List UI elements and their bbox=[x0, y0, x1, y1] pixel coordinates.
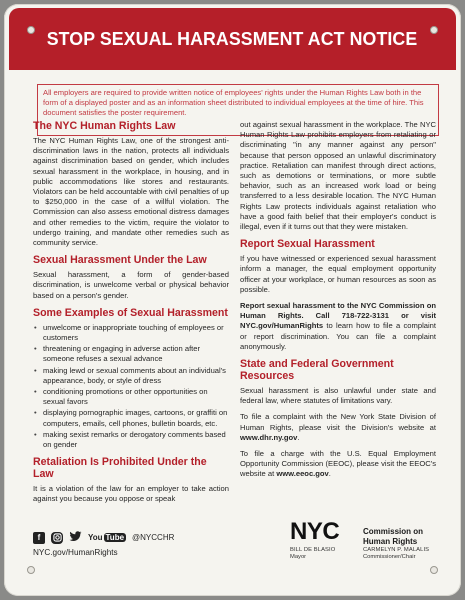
mayor-name: BILL DE BLASIO bbox=[290, 547, 336, 553]
mounting-hole bbox=[430, 26, 438, 34]
eeoc-link[interactable]: www.eeoc.gov bbox=[276, 469, 329, 479]
section-title-examples: Some Examples of Sexual Harassment bbox=[33, 306, 228, 319]
nyc-logo-text: NYC bbox=[290, 518, 340, 545]
website-link[interactable]: NYC.gov/HumanRights bbox=[33, 548, 118, 557]
section-title-report: Report Sexual Harassment bbox=[240, 238, 375, 251]
section-body-harassment-under-law: Sexual harassment, a form of gender-based discrimination, is unwelcome verbal or physical behavior based on a person's gender. bbox=[33, 270, 229, 300]
state-resource-end: . bbox=[297, 432, 300, 442]
list-item: • making sexist remarks or derogatory comments based on gender bbox=[33, 430, 229, 450]
list-item: • threatening or engaging in adverse action after someone refuses a sexual advance bbox=[33, 344, 229, 364]
report-instructions-tail: to learn how to file a complaint or report discrimination. You can file a complaint anonymously. bbox=[240, 321, 436, 351]
youtube-wordmark-a: You bbox=[88, 533, 103, 542]
commission-line-2: Human Rights bbox=[363, 536, 418, 546]
section-body-retaliation-continued: out against sexual harassment in the workplace. The NYC Human Rights Law prohibits employers from retaliating or discriminating "in any manner against any person" because that person opposed an unlawful discriminatory practice. Retaliation can manifest through direct actions, such as demotions or terminations, or more subtle behavior, such as an increased work load or being transferred to a less desirable location. The NYC Human Rights Law protects individuals against retaliation who have a good faith belief that their employer's conduct is illegal, even if it turns out that they were mistaken. bbox=[240, 120, 436, 232]
federal-resource-text: To file a charge with the U.S. Equal Employment Opportunity Commission (EEOC), please visit the EEOC's website at bbox=[240, 449, 436, 479]
youtube-wordmark-b: Tube bbox=[105, 533, 125, 542]
section-body-retaliation: It is a violation of the law for an employer to take action against you because you oppose or speak bbox=[33, 484, 229, 504]
intro-notice: All employers are required to provide written notice of employees' rights under the Human Rights Law both in the form of a displayed poster and as an information sheet distributed to individual employees at the time of hire. This document satisfies the poster requirement. bbox=[37, 84, 439, 136]
right-column bbox=[240, 120, 436, 486]
section-body-human-rights-law: The NYC Human Rights Law, one of the strongest anti-discrimination laws in the nation, protects all individuals against discrimination based on gender, which includes sexual harassment in the workplace, in housing, and in public accommodations like stores and restaurants. Violators can be held accountable with civil penalties of up to $250,000 in the case of a willful violation. The Commission can also assess emotional distress damages and other remedies to the victim, require the violator to undergo training, and mandate other remedies such as community service. bbox=[33, 136, 229, 248]
mounting-hole bbox=[430, 566, 438, 574]
commissioner-name: CARMELYN P. MALALIS bbox=[363, 547, 430, 553]
twitter-icon[interactable] bbox=[69, 531, 82, 544]
report-hotline: Report sexual harassment to the NYC Commission on Human Rights. Call 718-722-3131 or visit NYC.gov/HumanRights bbox=[240, 301, 436, 331]
list-item: • conditioning promotions or other opportunities on sexual favors bbox=[33, 387, 229, 407]
report-instructions bbox=[240, 301, 436, 352]
facebook-icon[interactable]: f bbox=[33, 532, 45, 544]
mounting-hole bbox=[27, 26, 35, 34]
instagram-icon[interactable] bbox=[51, 532, 63, 544]
mayor-signature-block bbox=[290, 547, 335, 561]
section-body-report: If you have witnessed or experienced sexual harassment inform a manager, the equal employment opportunity officer at your workplace, or human resources as soon as possible. bbox=[240, 254, 436, 294]
commission-name bbox=[363, 527, 423, 546]
commission-line-1: Commission on bbox=[363, 527, 424, 536]
dhr-link[interactable]: www.dhr.ny.gov bbox=[240, 432, 298, 442]
list-item: • displaying pornographic images, cartoons, or graffiti on computers, emails, cell phones, bulletin boards, etc. bbox=[33, 408, 229, 428]
commissioner-title: Commissioner/Chair bbox=[363, 554, 416, 560]
federal-resource-end: . bbox=[328, 469, 331, 479]
nyc-logo bbox=[289, 519, 340, 545]
section-body-resources: Sexual harassment is also unlawful under state and federal law, where statutes of limitations vary. bbox=[240, 386, 436, 406]
section-title-resources: State and Federal Government Resources bbox=[240, 358, 394, 383]
social-handle[interactable]: @NYCCHR bbox=[132, 533, 175, 542]
federal-resource bbox=[240, 449, 436, 480]
social-links bbox=[33, 531, 174, 544]
section-title-human-rights-law: The NYC Human Rights Law bbox=[33, 120, 176, 132]
mayor-title: Mayor bbox=[290, 554, 307, 560]
section-title-harassment-under-law: Sexual Harassment Under the Law bbox=[33, 254, 207, 267]
poster-header bbox=[9, 8, 456, 70]
poster-title: STOP SEXUAL HARASSMENT ACT NOTICE bbox=[47, 28, 418, 49]
examples-list bbox=[33, 323, 229, 450]
left-column bbox=[33, 120, 229, 511]
mounting-hole bbox=[27, 566, 35, 574]
list-item: • making lewd or sexual comments about an individual's appearance, body, or style of dress bbox=[33, 366, 229, 386]
section-title-retaliation: Retaliation Is Prohibited Under the Law bbox=[33, 456, 207, 481]
state-resource bbox=[240, 412, 436, 443]
list-item: • unwelcome or inappropriate touching of employees or customers bbox=[33, 323, 229, 343]
commissioner-signature-block bbox=[363, 547, 429, 561]
state-resource-text: To file a complaint with the New York State Division of Human Rights, please visit the Division's website at bbox=[240, 412, 436, 432]
youtube-icon[interactable] bbox=[88, 533, 126, 542]
